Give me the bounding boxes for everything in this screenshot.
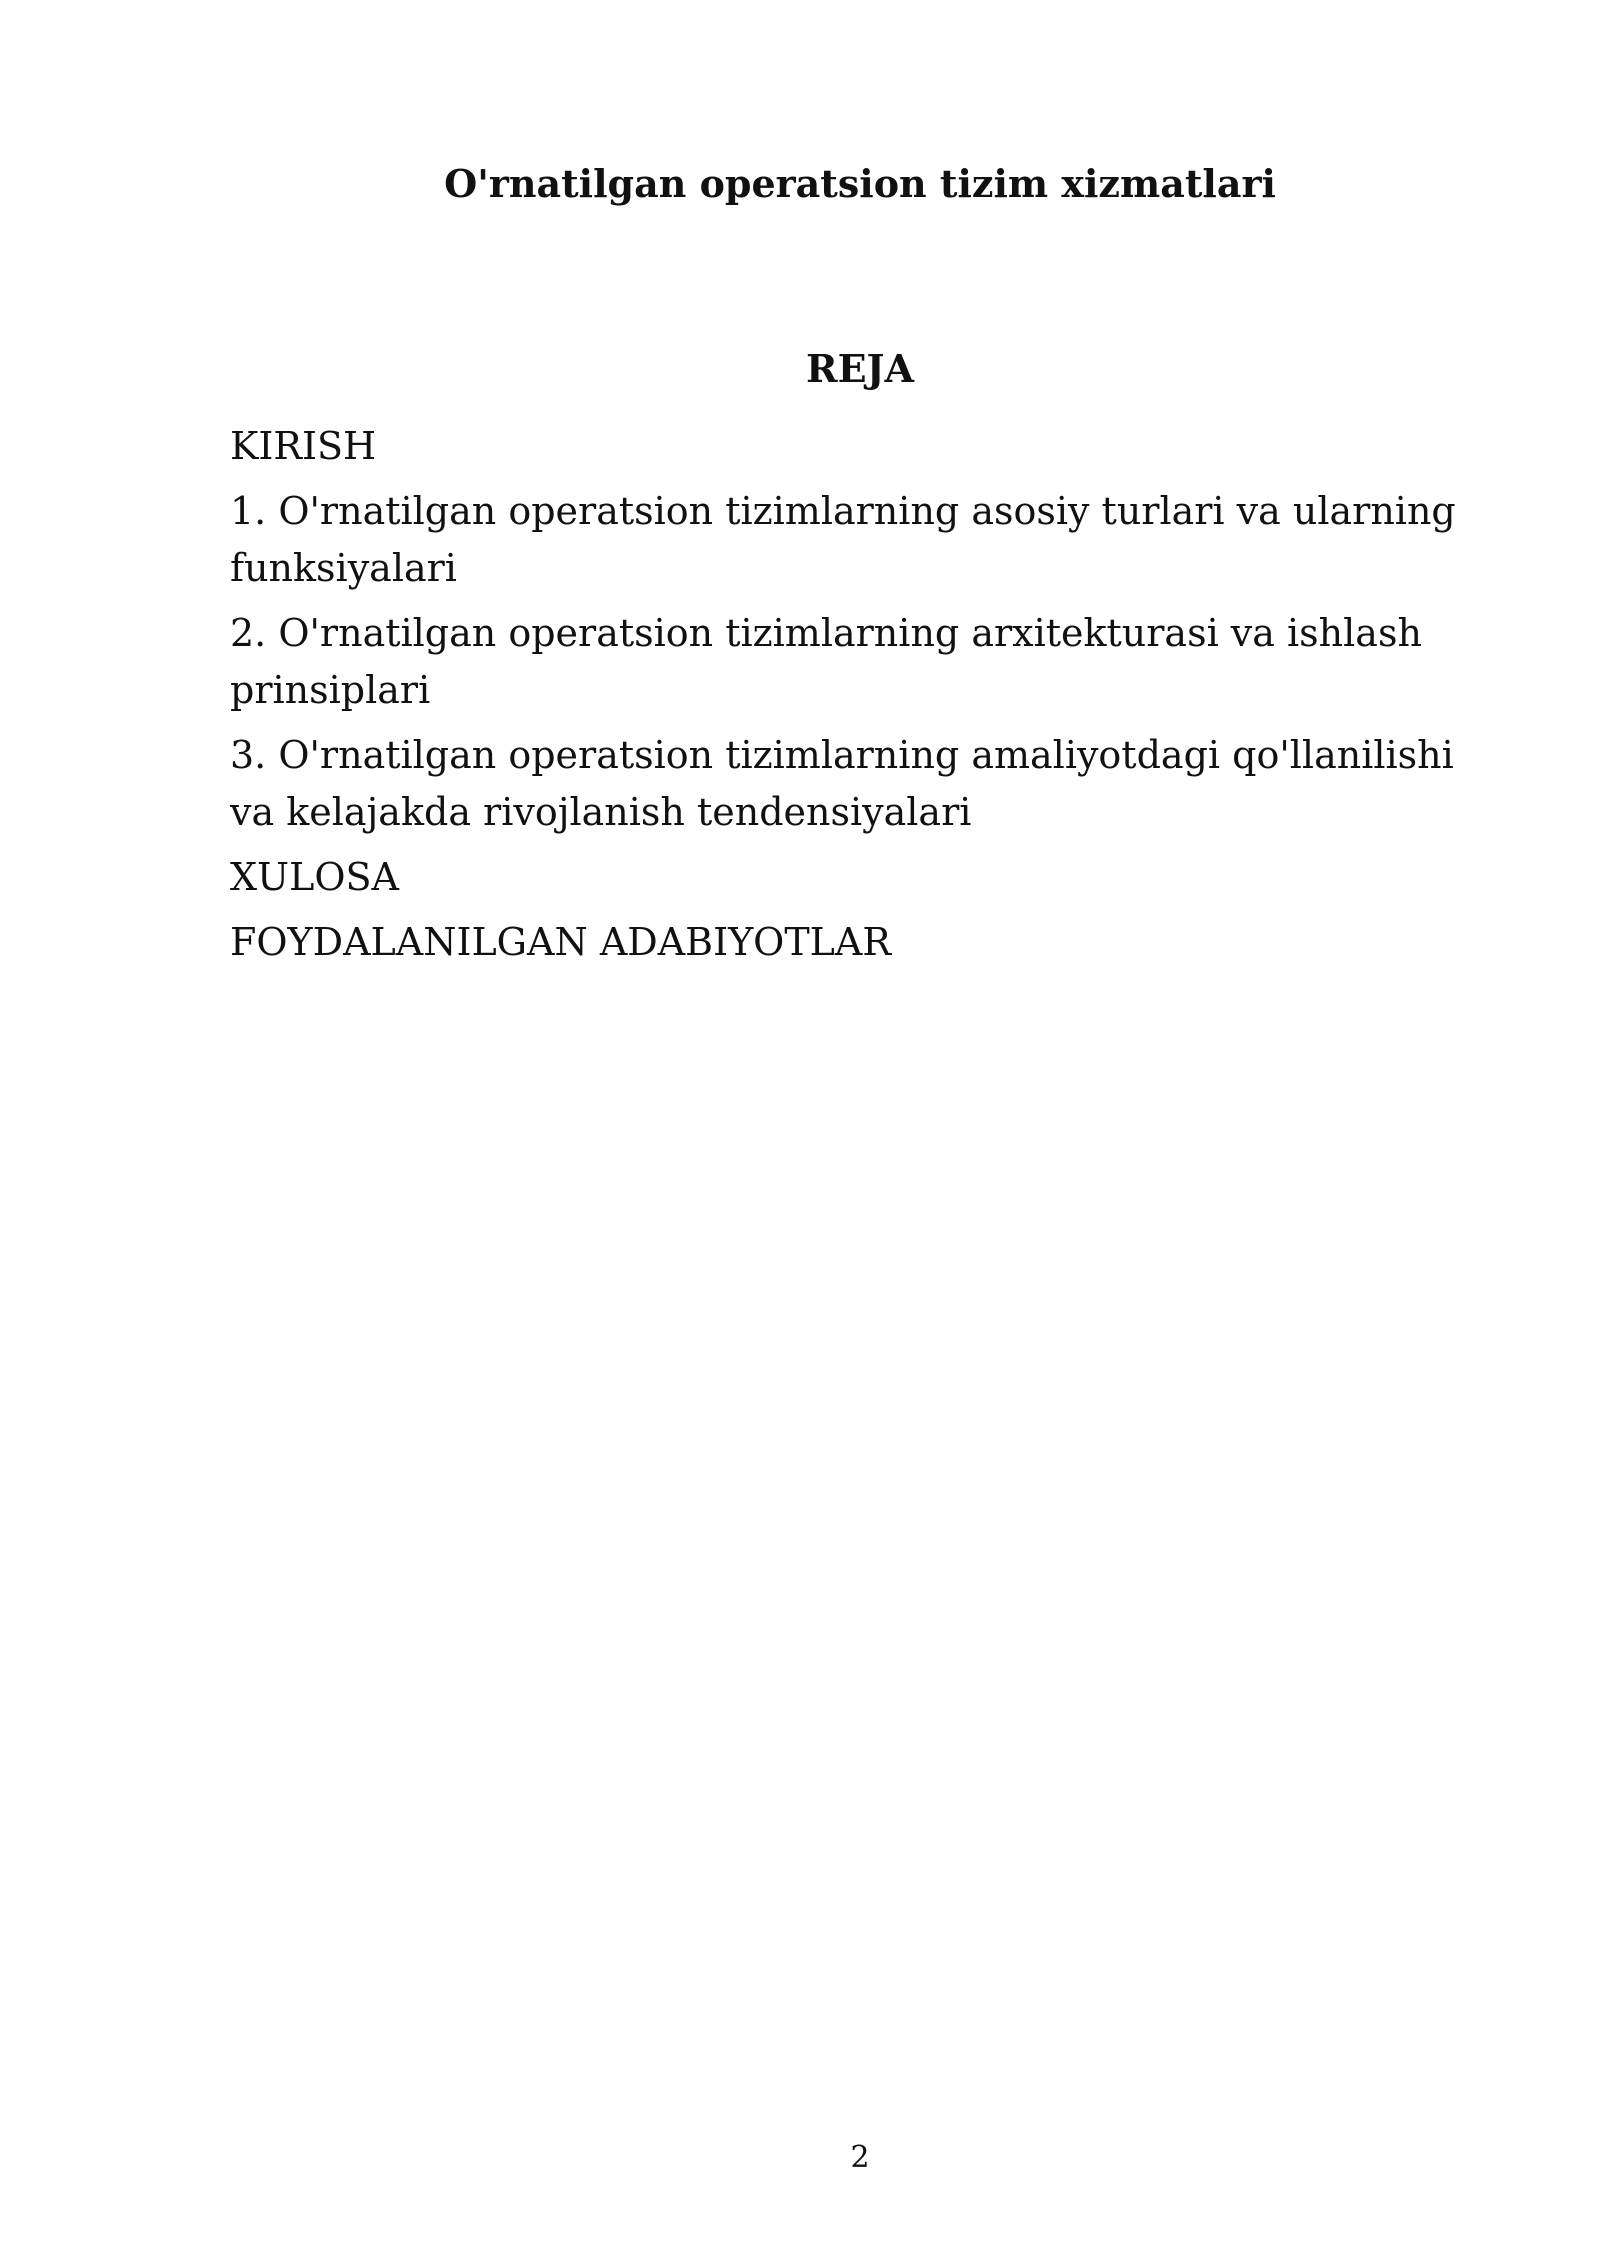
plan-item-1: 1. O'rnatilgan operatsion tizimlarning asosiy turlari va ularning funksiyalari (230, 489, 1456, 590)
plan-item-2: 2. O'rnatilgan operatsion tizimlarning arxitekturasi va ishlash prinsiplari (230, 611, 1422, 712)
document-title: O'rnatilgan operatsion tizim xizmatlari (444, 161, 1276, 206)
plan-item-3: 3. O'rnatilgan operatsion tizimlarning amaliyotdagi qo'llanilishi va kelajakda rivojlanish tendensiyalari (230, 733, 1454, 834)
plan-item-references: FOYDALANILGAN ADABIYOTLAR (230, 920, 891, 964)
plan-heading: REJA (805, 346, 914, 391)
plan-item-introduction: KIRISH (230, 424, 377, 468)
plan-item-conclusion: XULOSA (230, 855, 399, 899)
plan-list (230, 418, 1470, 979)
page-number: 2 (850, 2140, 870, 2175)
